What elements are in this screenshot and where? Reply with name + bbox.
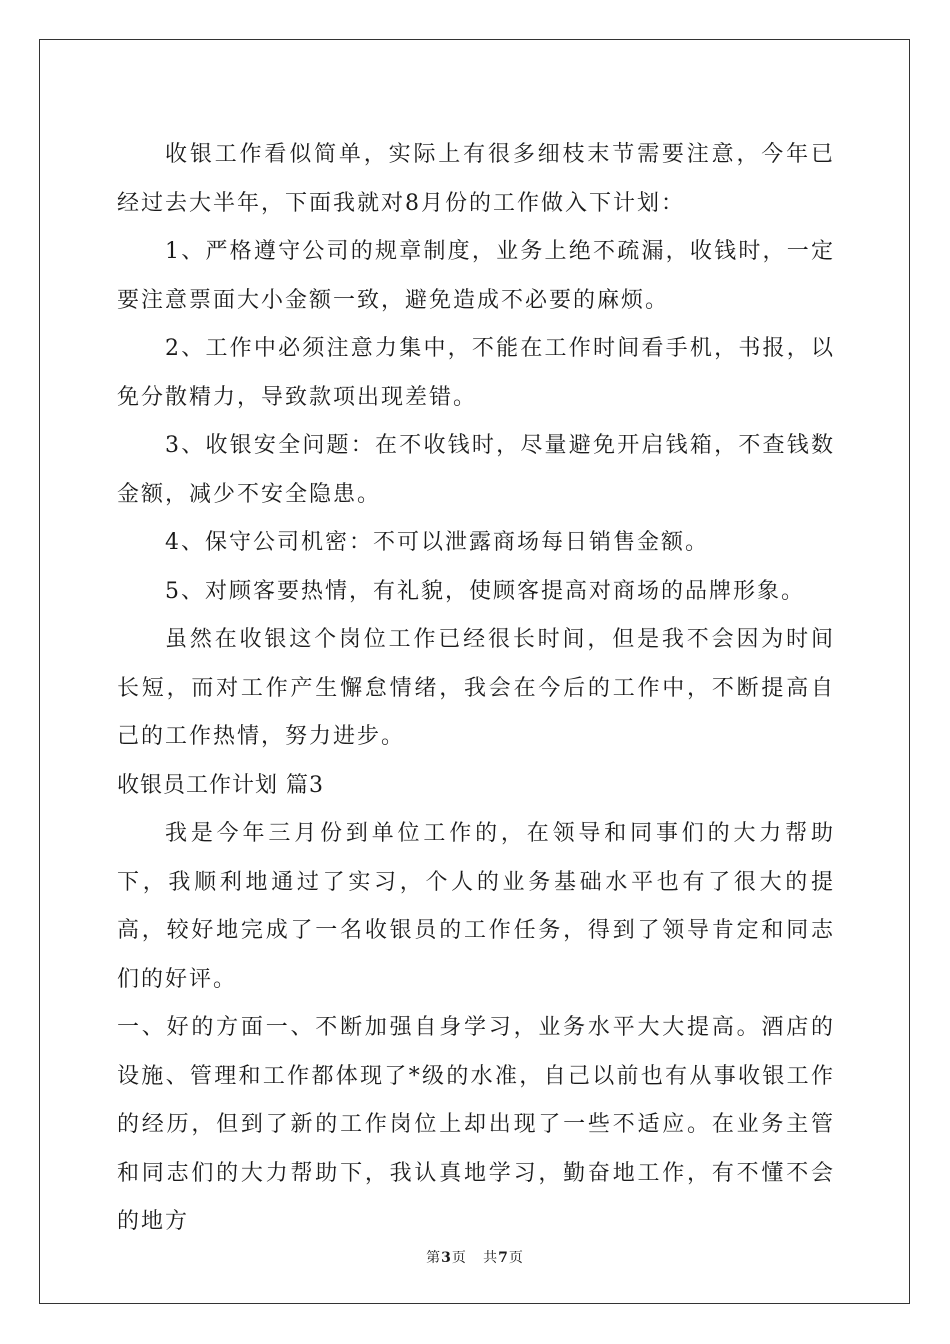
paragraph-conclusion: 虽然在收银这个岗位工作已经很长时间，但是我不会因为时间长短，而对工作产生懈怠情绪，我会在今后的工作中，不断提高自己的工作热情，努力进步。 — [117, 627, 835, 749]
paragraph-item-1: 1、严格遵守公司的规章制度，业务上绝不疏漏，收钱时，一定要注意票面大小金额一致，避免造成不必要的麻烦。 — [117, 239, 835, 313]
footer-page-suffix: 页 — [451, 1250, 467, 1266]
footer-total-pages: 7 — [498, 1250, 509, 1266]
footer-total-suffix: 页 — [508, 1250, 524, 1266]
footer-current-page: 3 — [441, 1250, 452, 1266]
page-footer — [0, 1247, 950, 1267]
paragraph-item-4: 4、保守公司机密：不可以泄露商场每日销售金额。 — [165, 530, 709, 555]
paragraph-item-5: 5、对顾客要热情，有礼貌，使顾客提高对商场的品牌形象。 — [165, 578, 805, 604]
paragraph-section-body: 一、好的方面一、不断加强自身学习，业务水平大大提高。酒店的设施、管理和工作都体现了*级的水准，自己以前也有从事收银工作的经历，但到了新的工作岗位上却出现了一些不适应。在业务主管和同志们的大力帮助下，我认真地学习，勤奋地工作，有不懂不会的地方 — [117, 1015, 835, 1234]
paragraph-section-intro: 我是今年三月份到单位工作的，在领导和同事们的大力帮助下，我顺利地通过了实习，个人的业务基础水平也有了很大的提高，较好地完成了一名收银员的工作任务，得到了领导肯定和同志们的好评。 — [117, 821, 835, 992]
section-heading: 收银员工作计划 篇3 — [117, 772, 324, 798]
footer-page-prefix: 第 — [426, 1250, 442, 1266]
paragraph-intro: 收银工作看似简单，实际上有很多细枝末节需要注意，今年已经过去大半年，下面我就对8月份的工作做入下计划： — [117, 142, 835, 216]
footer-total-prefix: 共 — [483, 1250, 499, 1266]
paragraph-item-3: 3、收银安全问题：在不收钱时，尽量避免开启钱箱，不查钱数金额，减少不安全隐患。 — [117, 433, 835, 507]
paragraph-item-2: 2、工作中必须注意力集中，不能在工作时间看手机，书报，以免分散精力，导致款项出现差错。 — [117, 336, 835, 410]
document-body — [117, 131, 835, 1247]
